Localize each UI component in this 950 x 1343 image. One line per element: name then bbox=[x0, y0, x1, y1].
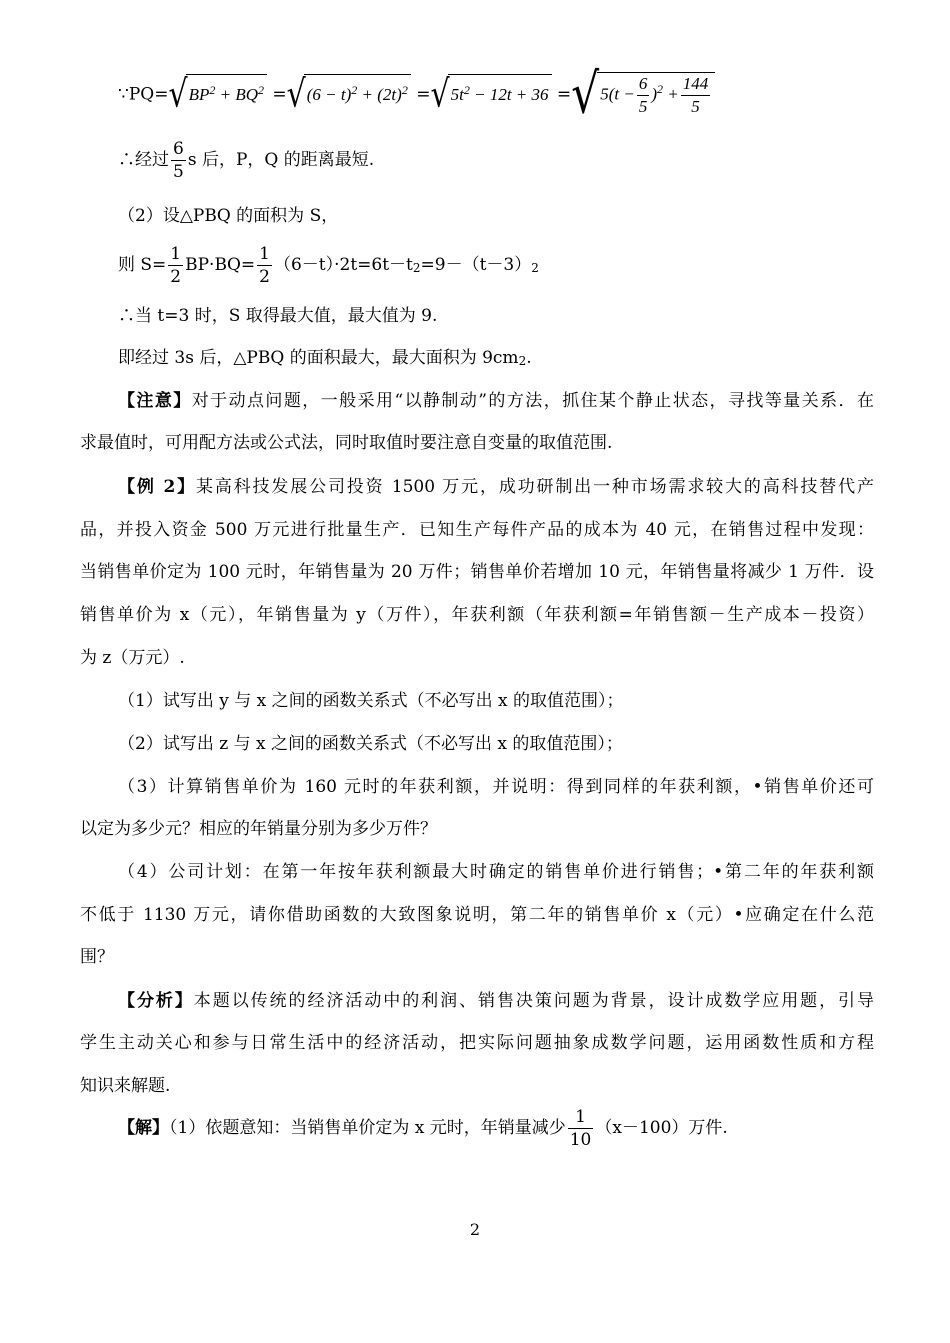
analysis-line-3: 知识来解题. bbox=[80, 1076, 171, 1096]
analysis-line-1 bbox=[118, 990, 874, 1012]
ex2-text-1: 某高科技发展公司投资 1500 万元，成功研制出一种市场需求较大的高科技替代产 bbox=[196, 477, 874, 497]
equals-3: = bbox=[416, 84, 431, 105]
max-area-line bbox=[118, 347, 532, 370]
line4-frac2-den: 2 bbox=[259, 267, 270, 287]
sqrt2-term-b: + (2t) bbox=[361, 85, 402, 104]
line4-tail2: =9－（t－3） bbox=[420, 255, 532, 275]
sqrt3-term-b: − 12t + 36 bbox=[474, 85, 549, 104]
analysis-text-1: 本题以传统的经济活动中的利润、销售决策问题为背景，设计成数学应用题，引导 bbox=[193, 991, 875, 1011]
solution-tail: （x－100）万件. bbox=[595, 1118, 728, 1138]
sqrt-2: $√(6 - t)^2 + (2t)^2$ bbox=[287, 74, 411, 116]
sqrt1-sq-a: 2 bbox=[209, 83, 216, 97]
question-2: （2）试写出 z 与 x 之间的函数关系式（不必写出 x 的取值范围）； bbox=[118, 734, 623, 754]
equals-4: = bbox=[556, 84, 572, 105]
part2-intro: （2）设△PBQ 的面积为 S， bbox=[118, 206, 339, 226]
formula-pq bbox=[118, 62, 715, 127]
analysis-tag: 【分析】 bbox=[118, 991, 194, 1011]
sqrt-4: √5(t − $\frac{6}{5}$ )$^2$ + $\frac{144}{5}$ bbox=[571, 72, 715, 118]
sqrt2-sq-a: 2 bbox=[351, 83, 358, 97]
analysis-line-2: 学生主动关心和参与日常生活中的经济活动，把实际问题抽象成数学问题，运用函数性质和方程 bbox=[80, 1033, 874, 1053]
solution-tag: 【解】 bbox=[118, 1118, 169, 1138]
sqrt2-sq-b: 2 bbox=[401, 83, 408, 97]
max-value-line: ∴当 t=3 时，S 取得最大值，最大值为 9. bbox=[118, 306, 438, 326]
solution-line bbox=[118, 1106, 728, 1151]
question-1: （1）试写出 y 与 x 之间的函数关系式（不必写出 x 的取值范围）； bbox=[118, 691, 624, 711]
solution-text: （1）依题意知：当销售单价定为 x 元时，年销量减少 bbox=[169, 1118, 566, 1138]
line4-sq-a: 2 bbox=[412, 261, 421, 275]
sqrt1-term-b: + BQ bbox=[219, 85, 258, 104]
sqrt4-frac2-den: 5 bbox=[681, 95, 711, 118]
sqrt4-term-b: ) bbox=[651, 84, 657, 104]
line4-tail: （6－t）·2t=6t－t bbox=[273, 255, 413, 275]
sqrt4-plus: + bbox=[667, 84, 679, 104]
line4-frac2-num: 1 bbox=[259, 244, 270, 264]
line4-mid: BP·BQ= bbox=[185, 255, 256, 275]
note-text-1: 对于动点问题，一般采用“以静制动”的方法，抓住某个静止状态，寻找等量关系．在 bbox=[191, 391, 874, 411]
line2-frac-den: 5 bbox=[173, 162, 184, 182]
line6-text: 即经过 3s 后，△PBQ 的面积最大，最大面积为 9cm bbox=[118, 348, 519, 368]
sqrt3-term-a: 5t bbox=[450, 85, 464, 104]
question-4-line-2: 不低于 1130 万元，请你借助函数的大致图象说明，第二年的销售单价 x（元）•应确定在什么范 bbox=[80, 905, 874, 925]
page-number: 2 bbox=[469, 1220, 481, 1239]
note-line-1 bbox=[118, 390, 874, 412]
question-3-line-2: 以定为多少元？相应的年销量分别为多少万件？ bbox=[80, 819, 437, 839]
line4-sq-b: 2 bbox=[531, 261, 539, 275]
sqrt4-sq: 2 bbox=[657, 82, 663, 97]
note-tag: 【注意】 bbox=[118, 391, 192, 411]
area-formula bbox=[118, 243, 539, 288]
ex2-line-4: 销售单价为 x（元），年销售量为 y（万件），年获利额（年获利额=年销售额－生产成本－投资） bbox=[80, 605, 874, 625]
line2-frac-num: 6 bbox=[173, 139, 184, 159]
question-4-line-3: 围？ bbox=[80, 947, 114, 967]
sqrt4-frac-den: 5 bbox=[638, 97, 648, 116]
line6-sq: 2 bbox=[518, 354, 527, 368]
sqrt4-term-a: 5(t − bbox=[600, 84, 635, 104]
line4-prefix: 则 S= bbox=[118, 255, 167, 275]
line4-frac-num: 1 bbox=[170, 244, 182, 264]
conclusion-shortest bbox=[118, 138, 374, 183]
sqrt3-sq: 2 bbox=[463, 83, 470, 97]
ex2-line-5: 为 z（万元）. bbox=[80, 648, 185, 668]
solution-frac-den: 10 bbox=[569, 1130, 592, 1150]
sqrt4-frac-num: 6 bbox=[638, 74, 648, 93]
solution-frac-num: 1 bbox=[575, 1107, 586, 1127]
formula-prefix: ∵PQ= bbox=[118, 84, 169, 105]
sqrt2-term-a: (6 − t) bbox=[306, 85, 352, 104]
sqrt-1: $√BP^2 + BQ^2$ bbox=[168, 74, 267, 116]
ex2-line-2: 品，并投入资金 500 万元进行批量生产．已知生产每件产品的成本为 40 元，在销售过程中发现： bbox=[80, 520, 874, 540]
line6-end: . bbox=[526, 348, 532, 368]
question-4-line-1: （4）公司计划：在第一年按年获利额最大时确定的销售单价进行销售；•第二年的年获利额 bbox=[118, 862, 874, 882]
ex2-line-1 bbox=[118, 476, 874, 498]
line2-suffix: s 后，P，Q 的距离最短. bbox=[187, 150, 375, 170]
sqrt1-sq-b: 2 bbox=[257, 83, 264, 97]
sqrt4-frac2-num: 144 bbox=[682, 74, 709, 93]
equals-2: = bbox=[272, 84, 287, 105]
sqrt1-term-a: BP bbox=[188, 85, 210, 104]
line2-prefix: ∴经过 bbox=[118, 150, 169, 170]
ex2-line-3: 当销售单价定为 100 元时，年销售量为 20 万件；销售单价若增加 10 元，年销售量将减少 1 万件．设 bbox=[80, 562, 874, 582]
sqrt-3: $√5t^2 - 12t + 36$ bbox=[430, 74, 551, 116]
note-line-2: 求最值时，可用配方法或公式法，同时取值时要注意自变量的取值范围. bbox=[80, 433, 613, 453]
question-3-line-1: （3）计算销售单价为 160 元时的年获利额，并说明：得到同样的年获利额，•销售单价还可 bbox=[118, 777, 874, 797]
line4-frac-den: 2 bbox=[170, 267, 182, 287]
ex2-tag: 【例 2】 bbox=[118, 477, 196, 497]
